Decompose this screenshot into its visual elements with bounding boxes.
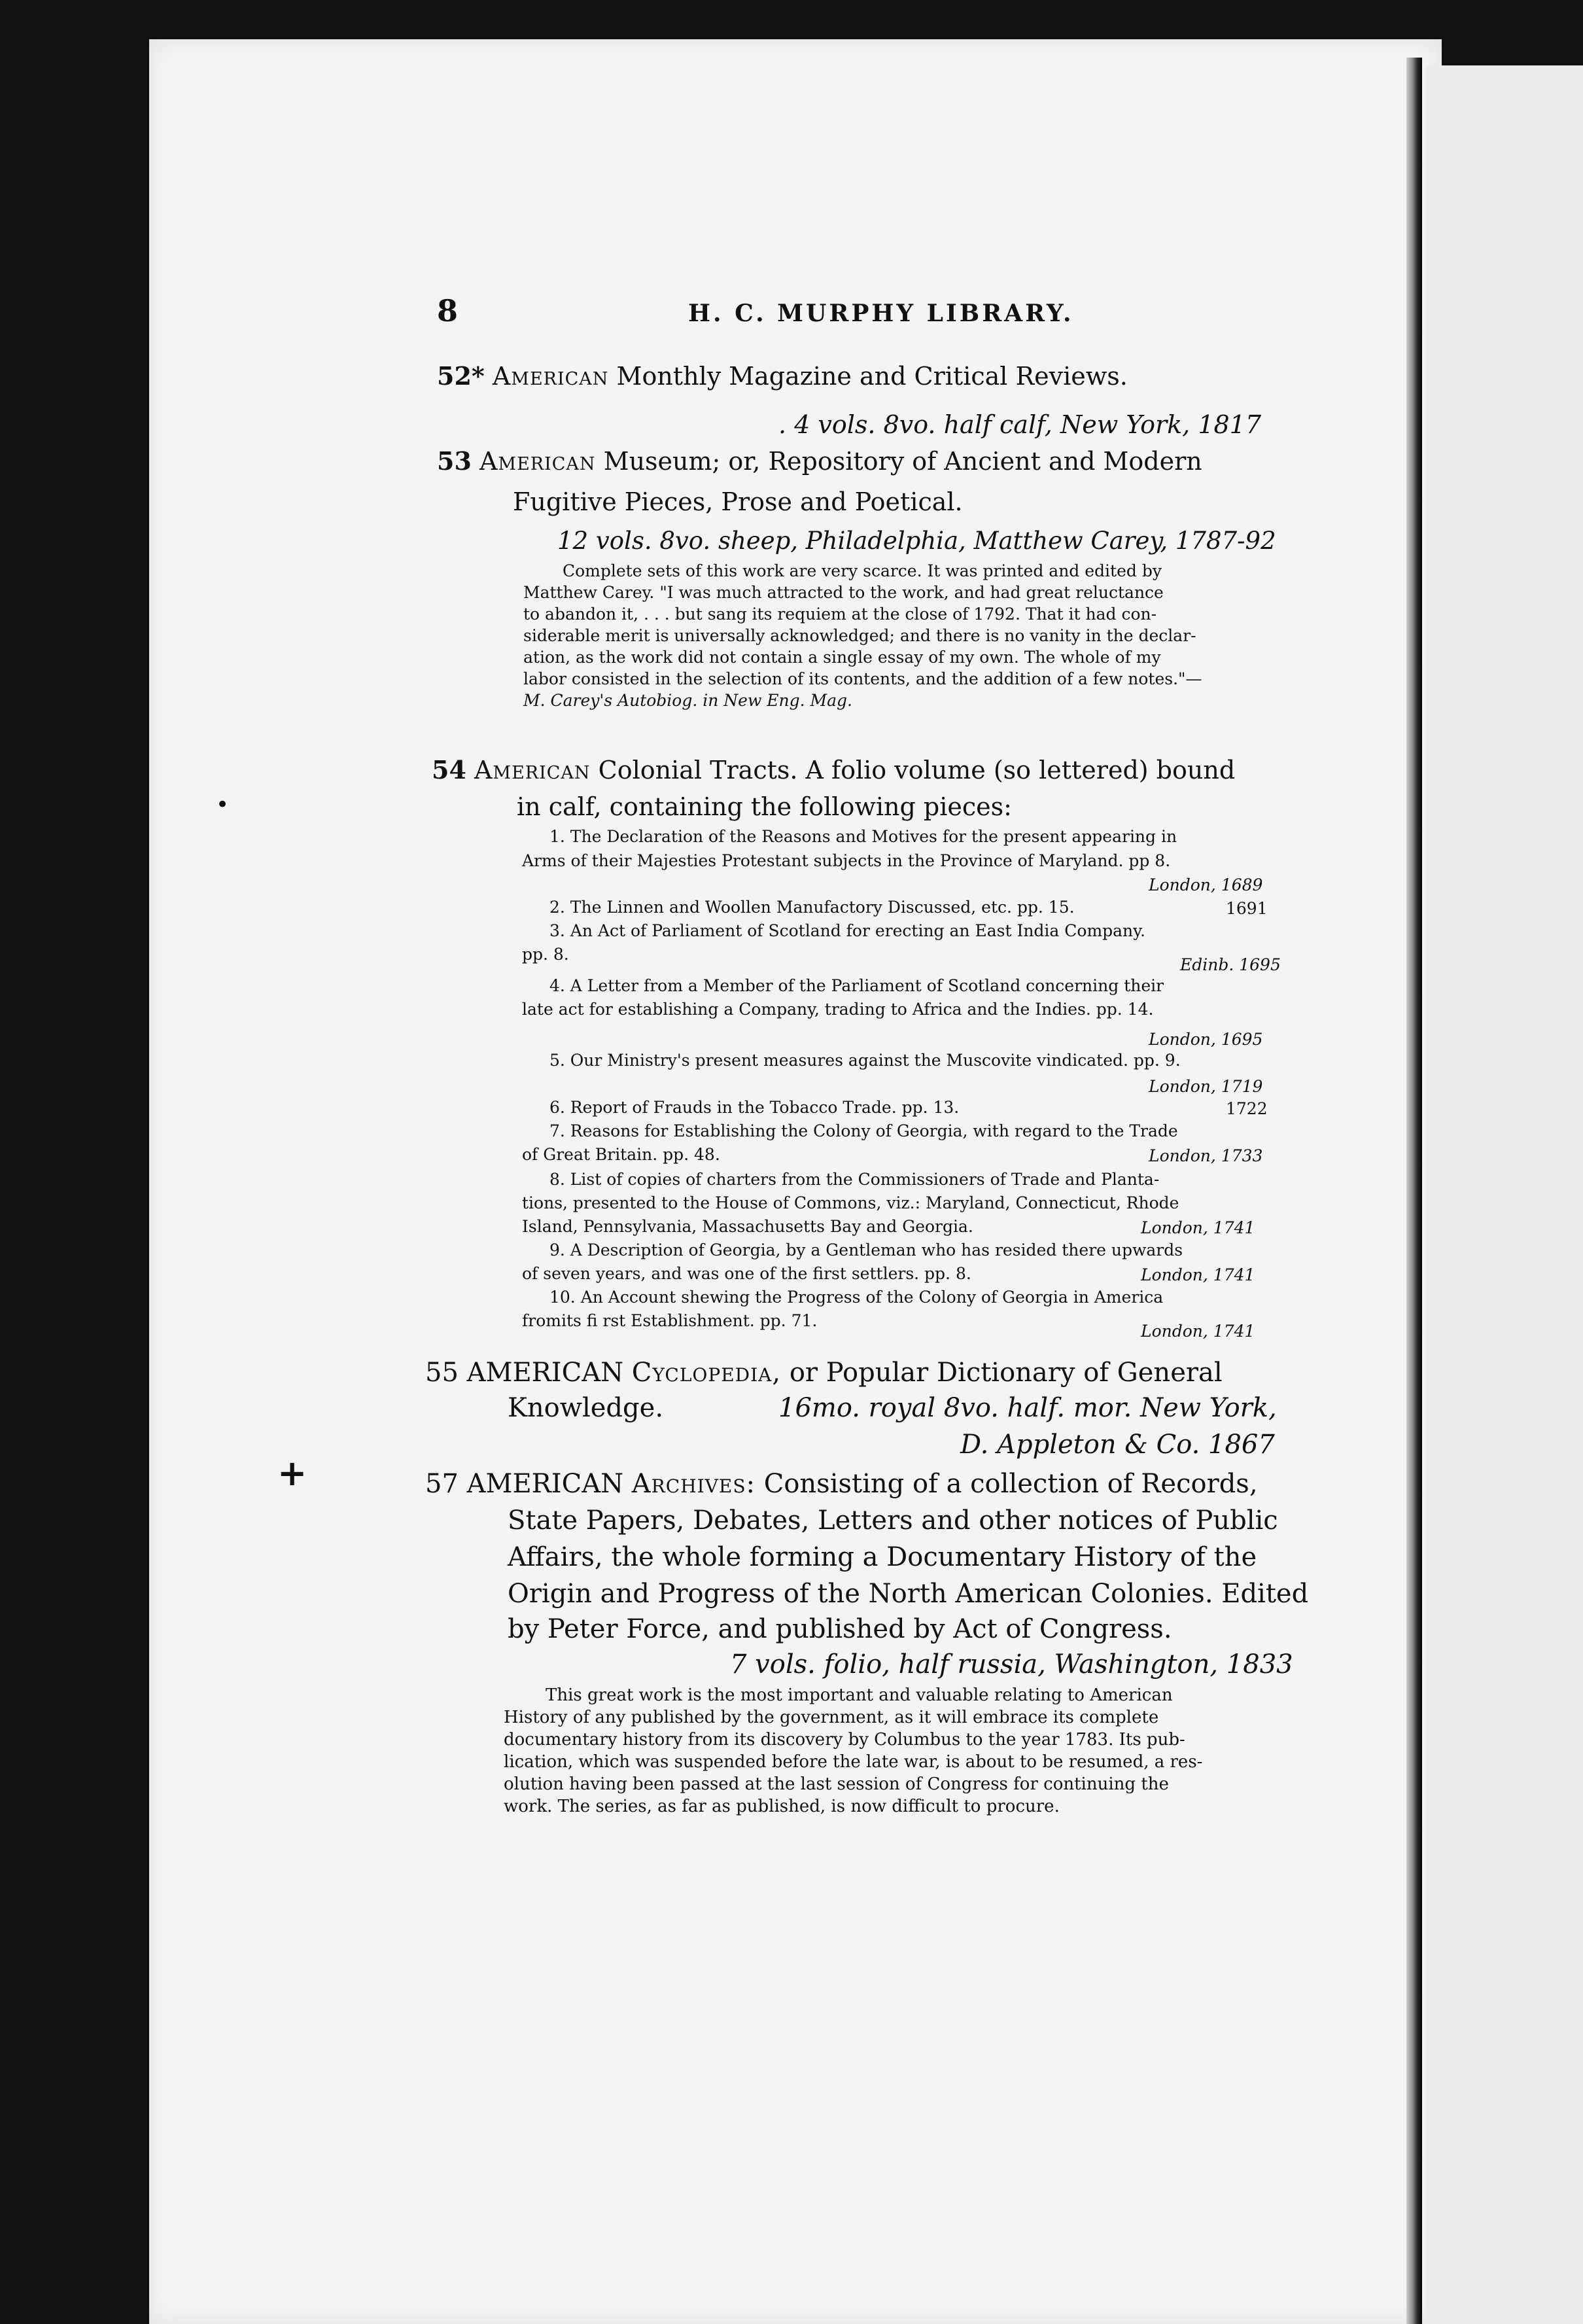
entry-title: Colonial Tracts. A folio volume (so lettered) bound [598, 756, 1236, 784]
entry-heading: AMERICAN [466, 1358, 624, 1388]
entry-title: Consisting of a collection of Records, [763, 1469, 1258, 1499]
piece-8-line2: tions, presented to the House of Commons, viz.: Maryland, Connecticut, Rhode [522, 1193, 1179, 1212]
piece-8-line1: 8. List of copies of charters from the Commissioners of Trade and Planta- [549, 1170, 1160, 1189]
piece-9-line1: 9. A Description of Georgia, by a Gentleman who has resided there upwards [549, 1241, 1183, 1259]
piece-1-line1: 1. The Declaration of the Reasons and Motives for the present appearing in [549, 827, 1177, 846]
entry-title: Monthly Magazine and Critical Reviews. [616, 362, 1128, 391]
note-line: This great work is the most important and valuable relating to American [546, 1685, 1173, 1705]
entry-57-line: Origin and Progress of the North American Colonies. Edited [508, 1579, 1309, 1609]
entry-55-imprint-line1: 16mo. royal 8vo. half. mor. New York, [778, 1393, 1277, 1423]
note-line: ation, as the work did not contain a single essay of my own. The whole of my [523, 648, 1161, 667]
entry-54-heading-line [432, 755, 1236, 784]
piece-4-line1: 4. A Letter from a Member of the Parliament of Scotland concerning their [549, 976, 1164, 995]
piece-10-line2: fromits fi rst Establishment. pp. 71. [522, 1311, 818, 1330]
note-line: work. The series, as far as published, is now difficult to procure. [504, 1797, 1060, 1816]
piece-10-line1: 10. An Account shewing the Progress of the Colony of Georgia in America [549, 1288, 1164, 1307]
piece-2-line1: 2. The Linnen and Woollen Manufactory Discussed, etc. pp. 15. [549, 898, 1075, 917]
piece-7-line2: of Great Britain. pp. 48. [522, 1145, 720, 1164]
note-citation: M. Carey's Autobiog. in New Eng. Mag. [523, 691, 853, 710]
entry-53-note [523, 560, 1202, 711]
entry-53-title-line2: Fugitive Pieces, Prose and Poetical. [513, 487, 963, 516]
entry-number: 53 [437, 446, 472, 476]
piece-2-date: 1691 [1226, 899, 1268, 918]
note-line: siderable merit is universally acknowledged; and there is no vanity in the declar- [523, 626, 1196, 645]
note-line: olution having been passed at the last session of Congress for continuing the [504, 1774, 1169, 1794]
entry-number: 57 [425, 1469, 459, 1499]
entry-53-imprint: 12 vols. 8vo. sheep, Philadelphia, Matthew Carey, 1787-92 [557, 527, 1276, 555]
note-line: Matthew Carey. "I was much attracted to the work, and had great reluctance [523, 583, 1164, 602]
piece-7-line1: 7. Reasons for Establishing the Colony of Georgia, with regard to the Trade [549, 1121, 1178, 1140]
entry-heading: American [474, 756, 591, 784]
piece-7-place: London, 1733 [1149, 1146, 1263, 1165]
piece-3-place: Edinb. 1695 [1180, 955, 1281, 974]
entry-57-line: by Peter Force, and published by Act of Congress. [508, 1614, 1172, 1644]
piece-4-place: London, 1695 [1149, 1030, 1263, 1049]
piece-9-line2: of seven years, and was one of the first settlers. pp. 8. [522, 1264, 971, 1283]
entry-55-heading-line [425, 1360, 1223, 1386]
piece-5-place: London, 1719 [1149, 1077, 1263, 1096]
note-line: labor consisted in the selection of its contents, and the addition of a few notes."— [523, 669, 1202, 688]
entry-title: or Popular Dictionary of General [789, 1358, 1223, 1388]
entry-55-imprint-line2: D. Appleton & Co. 1867 [960, 1430, 1275, 1460]
entry-55-title-line2: Knowledge. [508, 1393, 664, 1423]
piece-4-line2: late act for establishing a Company, trading to Africa and the Indies. pp. 14. [522, 1000, 1154, 1019]
entry-52-heading-line [437, 361, 1128, 391]
entry-57-note [504, 1684, 1202, 1818]
entry-heading: AMERICAN [466, 1469, 624, 1499]
piece-6-line1: 6. Report of Frauds in the Tobacco Trade. pp. 13. [549, 1098, 960, 1117]
piece-10-place: London, 1741 [1141, 1322, 1255, 1341]
entry-52-imprint: . 4 vols. 8vo. half calf, New York, 1817 [778, 410, 1262, 439]
entry-heading: American [492, 362, 609, 391]
note-line: documentary history from its discovery by Columbus to the year 1783. Its pub- [504, 1730, 1185, 1750]
margin-cross-mark: + [277, 1452, 307, 1494]
margin-bullet-mark: • [216, 792, 230, 818]
entry-title: Museum; or, Repository of Ancient and Modern [603, 447, 1202, 476]
note-line: Complete sets of this work are very scarce. It was printed and edited by [563, 561, 1162, 580]
piece-8-place: London, 1741 [1141, 1218, 1255, 1237]
entry-57-imprint: 7 vols. folio, half russia, Washington, 1833 [730, 1649, 1293, 1680]
entry-57-heading-line [425, 1471, 1258, 1497]
piece-1-line2: Arms of their Majesties Protestant subjects in the Province of Maryland. pp 8. [522, 851, 1171, 870]
piece-6-date: 1722 [1226, 1099, 1268, 1118]
entry-heading-smallcaps: Archives: [631, 1469, 756, 1499]
entry-57-line: Affairs, the whole forming a Documentary History of the [508, 1542, 1257, 1572]
piece-8-line3: Island, Pennsylvania, Massachusetts Bay and Georgia. [522, 1217, 973, 1236]
entry-heading: American [479, 447, 596, 476]
note-line: lication, which was suspended before the late war, is about to be resumed, a res- [504, 1752, 1203, 1772]
entry-heading-smallcaps: Cyclopedia, [631, 1358, 782, 1388]
entry-57-line: State Papers, Debates, Letters and other notices of Public [508, 1505, 1278, 1536]
running-head [437, 293, 1274, 332]
page-number: 8 [437, 293, 459, 328]
entry-number: 55 [425, 1358, 459, 1388]
entry-53-heading-line [437, 446, 1202, 476]
piece-3-line1: 3. An Act of Parliament of Scotland for erecting an East India Company. [549, 921, 1145, 940]
piece-9-place: London, 1741 [1141, 1265, 1255, 1284]
piece-3-line2: pp. 8. [522, 945, 569, 964]
entry-number: 52* [437, 361, 485, 391]
note-line: to abandon it, . . . but sang its requiem at the close of 1792. That it had con- [523, 605, 1157, 624]
piece-5-line1: 5. Our Ministry's present measures against the Muscovite vindicated. pp. 9. [549, 1051, 1181, 1070]
entry-number: 54 [432, 755, 466, 784]
entry-54-title-line2: in calf, containing the following pieces: [517, 792, 1012, 821]
note-line: History of any published by the government, as it will embrace its complete [504, 1708, 1159, 1727]
piece-1-place: London, 1689 [1149, 875, 1263, 894]
running-head-title: H. C. MURPHY LIBRARY. [688, 300, 1074, 327]
